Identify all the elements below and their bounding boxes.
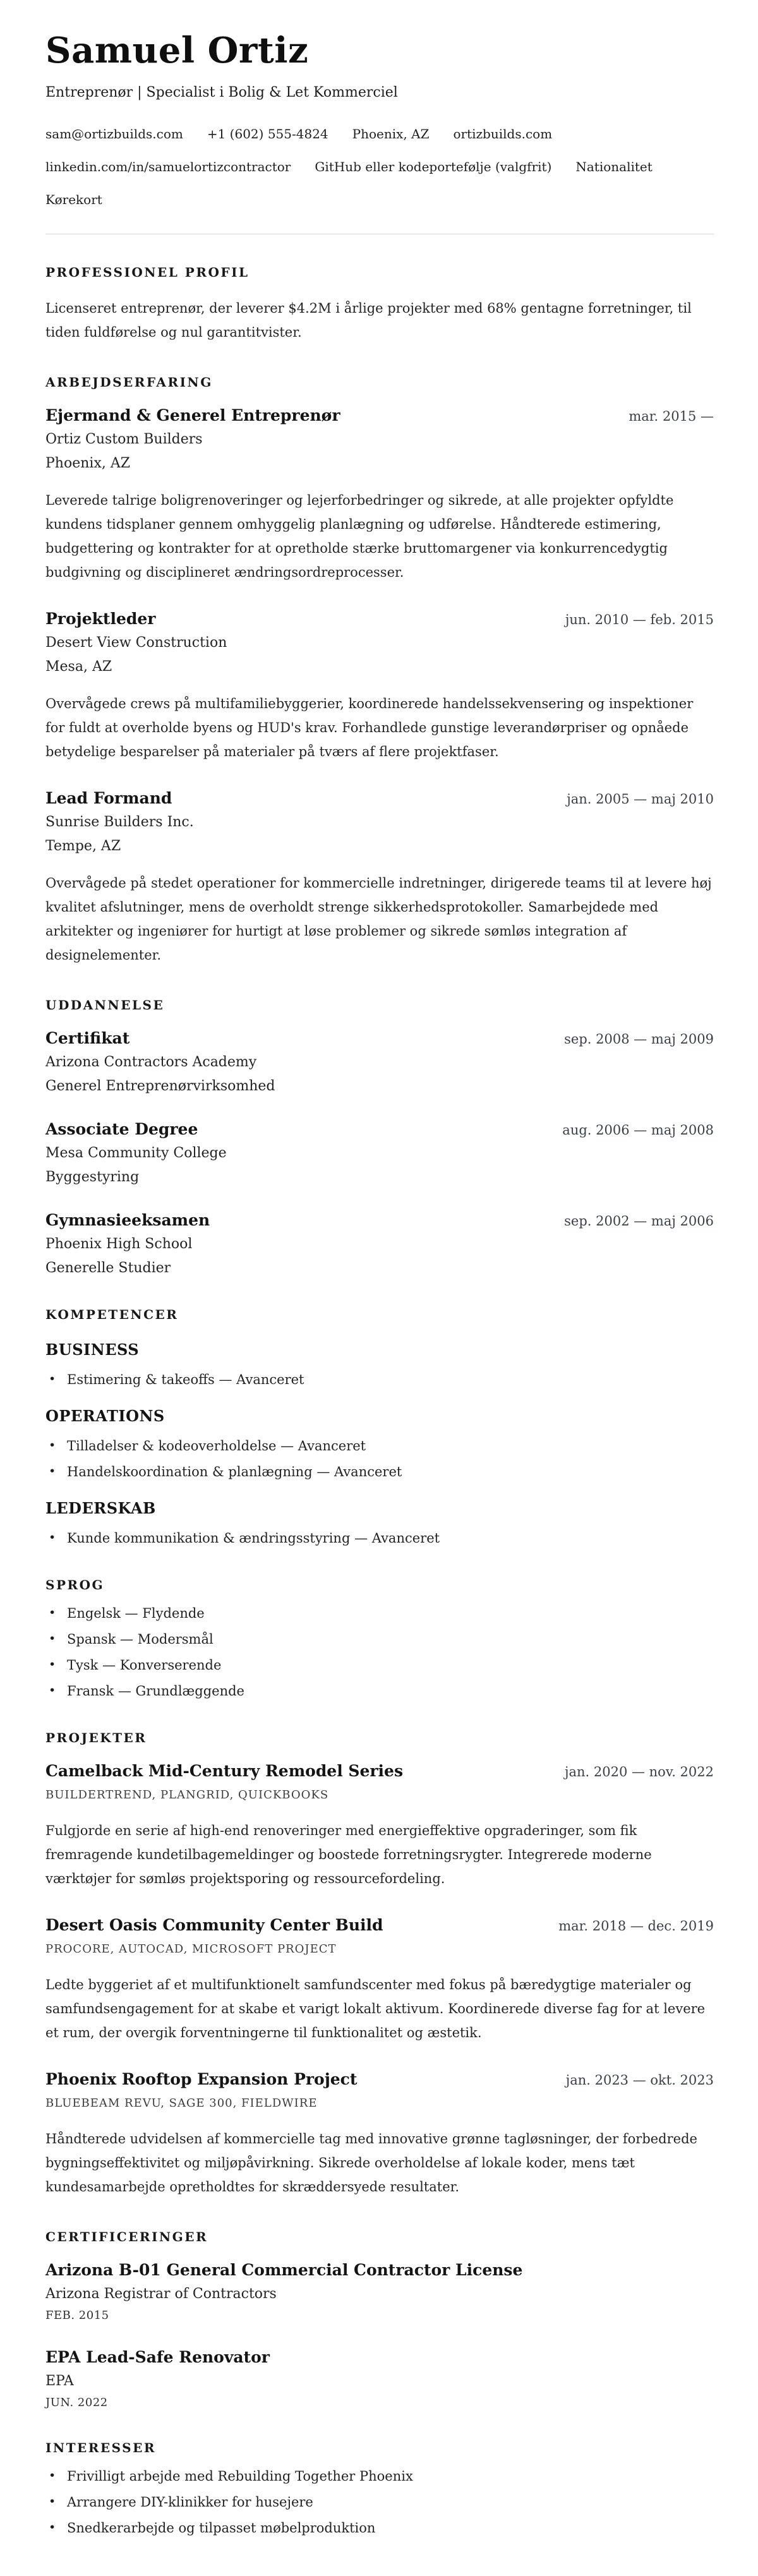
skill-item bbox=[45, 1371, 714, 1388]
education-dates: sep. 2008 — maj 2009 bbox=[564, 1032, 714, 1047]
section-experience bbox=[45, 375, 714, 967]
education-field: Generel Entreprenørvirksomhed bbox=[45, 1078, 275, 1094]
section-heading-education: UDDANNELSE bbox=[45, 997, 165, 1013]
project-tools: BUILDERTREND, PLANGRID, QUICKBOOKS bbox=[45, 1788, 329, 1802]
job-title: Lead Formand bbox=[45, 789, 172, 807]
interest-item bbox=[45, 2468, 714, 2485]
section-heading-experience: ARBEJDSERFARING bbox=[45, 375, 213, 390]
skill-item-label: Estimering & takeoffs — Avanceret bbox=[67, 1372, 304, 1387]
education-entry bbox=[45, 1029, 714, 1095]
bullet-icon: • bbox=[49, 1372, 56, 1386]
project-dates: mar. 2018 — dec. 2019 bbox=[558, 1918, 714, 1934]
contact-linkedin: linkedin.com/in/samuelortizcontractor bbox=[45, 159, 291, 174]
section-heading-certifications: CERTIFICERINGER bbox=[45, 2229, 208, 2244]
education-entry-head bbox=[45, 1211, 714, 1230]
project-entry-head bbox=[45, 1762, 714, 1781]
education-dates: sep. 2002 — maj 2006 bbox=[564, 1213, 714, 1229]
job-entry-head bbox=[45, 789, 714, 808]
interest-item-label: Frivilligt arbejde med Rebuilding Together Phoenix bbox=[67, 2469, 413, 2484]
resume-header bbox=[45, 32, 714, 207]
certification-entry bbox=[45, 2261, 714, 2323]
skill-item bbox=[45, 1438, 714, 1455]
project-title: Camelback Mid-Century Remodel Series bbox=[45, 1762, 404, 1780]
job-company: Desert View Construction bbox=[45, 635, 227, 651]
certification-date: JUN. 2022 bbox=[45, 2396, 108, 2409]
interest-list bbox=[45, 2468, 714, 2537]
project-title: Desert Oasis Community Center Build bbox=[45, 1916, 383, 1934]
skill-list-leadership bbox=[45, 1530, 714, 1547]
job-company: Sunrise Builders Inc. bbox=[45, 814, 194, 830]
bullet-icon: • bbox=[49, 1606, 56, 1620]
bullet-icon: • bbox=[49, 1531, 56, 1544]
contact-nationality: Nationalitet bbox=[575, 159, 653, 174]
skill-list-business bbox=[45, 1371, 714, 1388]
language-item bbox=[45, 1657, 714, 1674]
project-tools: BLUEBEAM REVU, SAGE 300, FIELDWIRE bbox=[45, 2097, 318, 2110]
bullet-icon: • bbox=[49, 1632, 56, 1646]
interest-item-label: Snedkerarbejde og tilpasset møbelproduktion bbox=[67, 2520, 376, 2536]
profile-text: Licenseret entreprenør, der leverer $4.2M i årlige projekter med 68% gentagne forretninger, til tiden fuldførelse og nul garantitvister. bbox=[45, 301, 692, 340]
section-projects bbox=[45, 1730, 714, 2199]
job-entry bbox=[45, 789, 714, 967]
project-entry-head bbox=[45, 1916, 714, 1935]
language-list bbox=[45, 1605, 714, 1700]
skill-item-label: Tilladelser & kodeoverholdelse — Avanceret bbox=[67, 1438, 366, 1454]
interest-item bbox=[45, 2520, 714, 2537]
project-description: Ledte byggeriet af et multifunktionelt samfundscenter med fokus på bæredygtige materialer og samfundsengagement for at skabe et varigt lokalt aktivum. Koordinerede diverse fag for at levere et rum, der overgik forventningerne til funktionalitet og æstetik. bbox=[45, 1977, 706, 2040]
skill-item-label: Handelskoordination & planlægning — Avanceret bbox=[67, 1464, 402, 1479]
section-languages bbox=[45, 1577, 714, 1700]
bullet-icon: • bbox=[49, 1464, 56, 1478]
contact-phone: +1 (602) 555-4824 bbox=[207, 126, 328, 141]
project-description: Håndterede udvidelsen af kommercielle tag med innovative grønne tagløsninger, der forbedrede bygningseffektivitet og miljøpåvirkning. Sikrede overholdelse af lokale koder, mens tæt kundesamarbejde opretholdtes for skræddersyede resultater. bbox=[45, 2131, 697, 2194]
skill-item-label: Kunde kommunikation & ændringsstyring — Avanceret bbox=[67, 1531, 440, 1546]
job-dates: jun. 2010 — feb. 2015 bbox=[565, 612, 714, 627]
education-entry bbox=[45, 1120, 714, 1186]
education-entry-head bbox=[45, 1029, 714, 1048]
contact-drivers-license: Kørekort bbox=[45, 192, 102, 207]
job-dates: jan. 2005 — maj 2010 bbox=[567, 791, 714, 807]
skill-category-leadership: LEDERSKAB bbox=[45, 1499, 156, 1517]
project-title: Phoenix Rooftop Expansion Project bbox=[45, 2070, 358, 2088]
project-dates: jan. 2020 — nov. 2022 bbox=[564, 1764, 714, 1779]
skill-list-operations bbox=[45, 1438, 714, 1481]
contact-row-2 bbox=[45, 159, 714, 174]
contact-email: sam@ortizbuilds.com bbox=[45, 126, 183, 141]
section-heading-skills: KOMPETENCER bbox=[45, 1307, 179, 1322]
skill-item bbox=[45, 1530, 714, 1547]
project-entry bbox=[45, 1916, 714, 2045]
job-dates: mar. 2015 — bbox=[629, 409, 714, 424]
interest-item-label: Arrangere DIY-klinikker for husejere bbox=[67, 2495, 313, 2510]
certification-issuer: Arizona Registrar of Contractors bbox=[45, 2286, 277, 2302]
bullet-icon: • bbox=[49, 2495, 56, 2508]
language-item-label: Tysk — Konverserende bbox=[67, 1658, 222, 1673]
education-school: Arizona Contractors Academy bbox=[45, 1054, 257, 1070]
section-certifications bbox=[45, 2229, 714, 2410]
skill-item bbox=[45, 1464, 714, 1481]
bullet-icon: • bbox=[49, 1683, 56, 1697]
project-description: Fulgjorde en serie af high-end renoveringer med energieffektive opgraderinger, som fik fremragende kundetilbagemeldinger og boostede forretningsrygter. Integrerede moderne værktøjer for sømløs projektsporing og ressourcefordeling. bbox=[45, 1823, 652, 1886]
job-description: Overvågede på stedet operationer for kommercielle indretninger, dirigerede teams til at levere høj kvalitet afslutninger, mens de overholdt strenge sikkerhedsprotokoller. Samarbejdede med arkitekter og ingeniører for hurtigt at løse problemer og sikrede sømløs integration af designelementer. bbox=[45, 876, 712, 963]
job-description: Overvågede crews på multifamiliebyggerier, koordinerede handelssekvensering og inspektioner for fuldt at overholde byens og HUD's krav. Forhandlede gunstige leverandørpriser og opnåede betydelige besparelser på materialer på tværs af flere projektfaser. bbox=[45, 696, 694, 759]
language-item bbox=[45, 1683, 714, 1700]
section-heading-interests: INTERESSER bbox=[45, 2440, 156, 2455]
headline: Entreprenør | Specialist i Bolig & Let Kommerciel bbox=[45, 85, 398, 100]
section-heading-languages: SPROG bbox=[45, 1577, 105, 1592]
job-title: Ejermand & Generel Entreprenør bbox=[45, 406, 340, 424]
job-company: Ortiz Custom Builders bbox=[45, 431, 203, 447]
education-degree: Gymnasieeksamen bbox=[45, 1211, 210, 1229]
certification-date: FEB. 2015 bbox=[45, 2309, 109, 2322]
contact-row-1 bbox=[45, 126, 714, 141]
contact-row-3 bbox=[45, 192, 714, 207]
certification-title: EPA Lead-Safe Renovator bbox=[45, 2348, 270, 2366]
section-skills bbox=[45, 1307, 714, 1547]
contact-website: ortizbuilds.com bbox=[453, 126, 553, 141]
project-dates: jan. 2023 — okt. 2023 bbox=[565, 2073, 714, 2088]
education-field: Generelle Studier bbox=[45, 1260, 171, 1276]
job-location: Phoenix, AZ bbox=[45, 455, 131, 471]
language-item-label: Fransk — Grundlæggende bbox=[67, 1683, 244, 1699]
job-entry-head bbox=[45, 406, 714, 425]
certification-title: Arizona B-01 General Commercial Contractor License bbox=[45, 2261, 523, 2279]
job-entry bbox=[45, 406, 714, 584]
education-entry-head bbox=[45, 1120, 714, 1139]
person-name: Samuel Ortiz bbox=[45, 30, 309, 71]
section-interests bbox=[45, 2440, 714, 2537]
education-school: Mesa Community College bbox=[45, 1145, 227, 1161]
job-entry bbox=[45, 610, 714, 764]
education-field: Byggestyring bbox=[45, 1169, 140, 1185]
language-item-label: Spansk — Modersmål bbox=[67, 1632, 214, 1647]
skill-category-operations: OPERATIONS bbox=[45, 1407, 165, 1425]
project-entry bbox=[45, 1762, 714, 1891]
project-entry-head bbox=[45, 2070, 714, 2089]
language-item bbox=[45, 1605, 714, 1622]
section-education bbox=[45, 997, 714, 1277]
language-item-label: Engelsk — Flydende bbox=[67, 1606, 205, 1621]
education-degree: Associate Degree bbox=[45, 1120, 198, 1138]
certification-issuer: EPA bbox=[45, 2373, 74, 2389]
language-item bbox=[45, 1631, 714, 1648]
section-heading-profile: PROFESSIONEL PROFIL bbox=[45, 265, 250, 280]
job-location: Mesa, AZ bbox=[45, 659, 112, 675]
bullet-icon: • bbox=[49, 2520, 56, 2534]
job-description: Leverede talrige boligrenoveringer og lejerforbedringer og sikrede, at alle projekter opfyldte kundens tidsplaner gennem omhyggelig planlægning og udførelse. Håndterede estimering, budgettering og kontrakter for at opretholde stærke bruttomargener via konkurrencedygtig budgivning og disciplineret ændringsordreprocesser. bbox=[45, 493, 674, 580]
bullet-icon: • bbox=[49, 2469, 56, 2483]
education-entry bbox=[45, 1211, 714, 1277]
job-title: Projektleder bbox=[45, 610, 156, 628]
project-tools: PROCORE, AUTOCAD, MICROSOFT PROJECT bbox=[45, 1942, 337, 1956]
education-dates: aug. 2006 — maj 2008 bbox=[562, 1122, 714, 1138]
section-heading-projects: PROJEKTER bbox=[45, 1730, 147, 1745]
project-entry bbox=[45, 2070, 714, 2199]
section-profile bbox=[45, 265, 714, 344]
job-location: Tempe, AZ bbox=[45, 838, 121, 854]
interest-item bbox=[45, 2494, 714, 2511]
contact-portfolio-note: GitHub eller kodeportefølje (valgfrit) bbox=[315, 159, 552, 174]
education-school: Phoenix High School bbox=[45, 1236, 193, 1252]
certification-entry bbox=[45, 2348, 714, 2410]
job-entry-head bbox=[45, 610, 714, 629]
bullet-icon: • bbox=[49, 1658, 56, 1671]
contact-location: Phoenix, AZ bbox=[352, 126, 430, 141]
skill-category-business: BUSINESS bbox=[45, 1340, 140, 1359]
bullet-icon: • bbox=[49, 1438, 56, 1452]
education-degree: Certifikat bbox=[45, 1029, 130, 1047]
